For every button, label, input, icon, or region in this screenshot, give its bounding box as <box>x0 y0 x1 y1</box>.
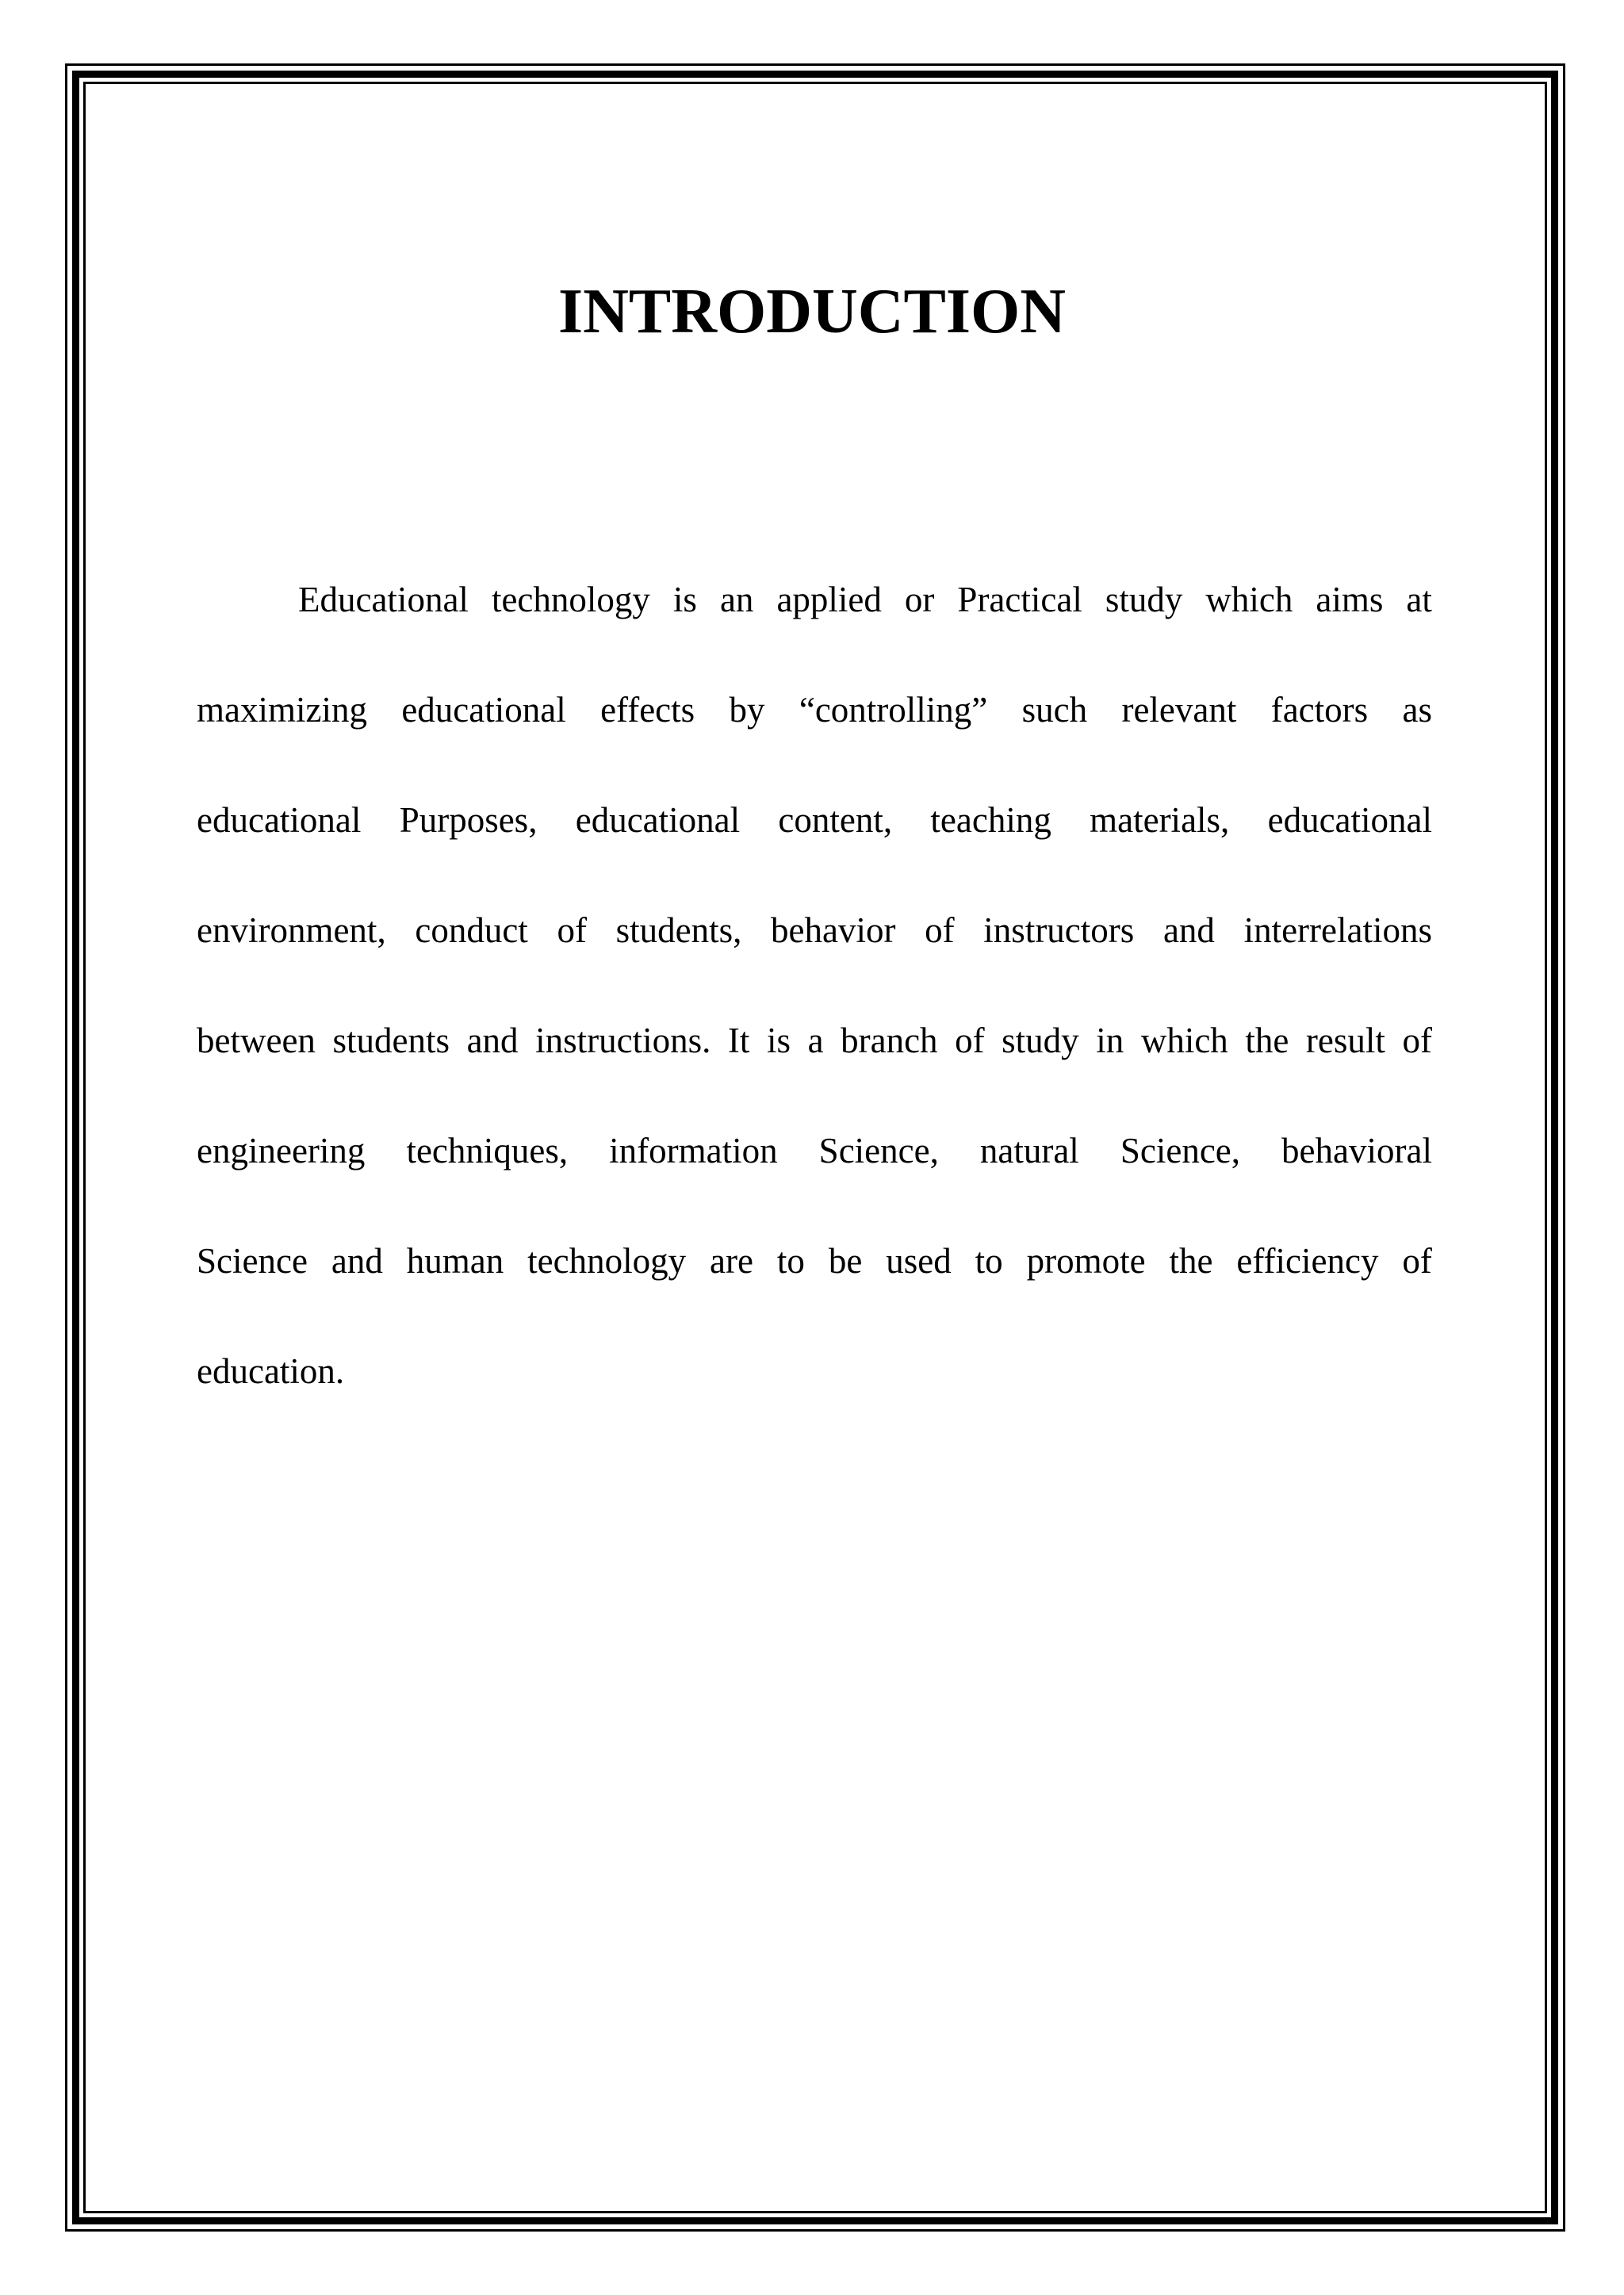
paragraph-line <box>197 1111 1432 1221</box>
introduction-paragraph <box>197 560 1432 1442</box>
paragraph-line <box>197 1331 1432 1442</box>
paragraph-word: environment, <box>197 910 386 950</box>
paragraph-word: which <box>1205 580 1293 619</box>
paragraph-word: promote <box>1026 1241 1146 1281</box>
paragraph-word: educational <box>575 800 741 840</box>
paragraph-word: be <box>828 1241 863 1281</box>
paragraph-word: education. <box>197 1351 345 1391</box>
paragraph-word: natural <box>979 1131 1079 1170</box>
paragraph-word: maximizing <box>197 690 367 730</box>
paragraph-word: interrelations <box>1243 910 1432 950</box>
paragraph-line <box>197 670 1432 780</box>
paragraph-word: and <box>466 1021 519 1060</box>
paragraph-word: at <box>1406 580 1432 619</box>
paragraph-word: Practical <box>957 580 1082 619</box>
paragraph-word: instructors <box>983 910 1135 950</box>
paragraph-word: materials, <box>1090 800 1230 840</box>
paragraph-word: of <box>1402 1241 1432 1281</box>
paragraph-word: Educational <box>298 580 469 619</box>
paragraph-line <box>197 1001 1432 1111</box>
paragraph-word: result <box>1305 1021 1385 1060</box>
paragraph-word: of <box>955 1021 985 1060</box>
paragraph-word: the <box>1169 1241 1213 1281</box>
paragraph-word: and <box>1162 910 1215 950</box>
paragraph-word: instructions. <box>535 1021 711 1060</box>
paragraph-word: is <box>672 580 697 619</box>
paragraph-word: students <box>332 1021 450 1060</box>
paragraph-word: It <box>727 1021 750 1060</box>
page-title: INTRODUCTION <box>557 277 1067 347</box>
paragraph-word: the <box>1245 1021 1289 1060</box>
paragraph-word: content, <box>778 800 893 840</box>
paragraph-word: of <box>925 910 955 950</box>
paragraph-word: “controlling” <box>799 690 988 730</box>
paragraph-word: Science <box>197 1241 308 1281</box>
paragraph-word: as <box>1402 690 1432 730</box>
paragraph-word: technology <box>527 1241 687 1281</box>
paragraph-line <box>197 780 1432 891</box>
paragraph-word: behavioral <box>1281 1131 1432 1170</box>
paragraph-word: a <box>807 1021 824 1060</box>
paragraph-word: behavior <box>771 910 896 950</box>
paragraph-word: study <box>1105 580 1183 619</box>
paragraph-word: educational <box>401 690 566 730</box>
paragraph-word: engineering <box>197 1131 366 1170</box>
paragraph-word: or <box>904 580 935 619</box>
paragraph-word: relevant <box>1121 690 1237 730</box>
paragraph-word: branch <box>841 1021 938 1060</box>
paragraph-word: students, <box>615 910 742 950</box>
paragraph-word: of <box>1402 1021 1432 1060</box>
paragraph-word: Science, <box>1120 1131 1241 1170</box>
paragraph-word: and <box>331 1241 383 1281</box>
paragraph-word: to <box>776 1241 805 1281</box>
paragraph-word: conduct <box>415 910 528 950</box>
paragraph-word: technology <box>491 580 650 619</box>
paragraph-word: of <box>557 910 587 950</box>
paragraph-word: applied <box>776 580 882 619</box>
paragraph-word: which <box>1140 1021 1228 1060</box>
paragraph-word: techniques, <box>406 1131 569 1170</box>
paragraph-line <box>197 891 1432 1001</box>
paragraph-word: aims <box>1316 580 1384 619</box>
paragraph-word: an <box>719 580 754 619</box>
paragraph-word: human <box>406 1241 504 1281</box>
paragraph-word: efficiency <box>1236 1241 1379 1281</box>
paragraph-word: educational <box>197 800 362 840</box>
paragraph-word: information <box>609 1131 778 1170</box>
paragraph-line <box>197 560 1432 670</box>
paragraph-line <box>197 1221 1432 1331</box>
paragraph-word: factors <box>1270 690 1369 730</box>
paragraph-word: teaching <box>930 800 1051 840</box>
paragraph-word: Science, <box>818 1131 939 1170</box>
paragraph-word: are <box>710 1241 753 1281</box>
paragraph-word: is <box>766 1021 791 1060</box>
paragraph-word: effects <box>600 690 695 730</box>
paragraph-word: by <box>729 690 765 730</box>
paragraph-word: educational <box>1267 800 1432 840</box>
paragraph-word: Purposes, <box>399 800 538 840</box>
paragraph-word: study <box>1002 1021 1079 1060</box>
paragraph-word: in <box>1096 1021 1124 1060</box>
paragraph-word: to <box>975 1241 1003 1281</box>
paragraph-word: such <box>1021 690 1088 730</box>
paragraph-word: used <box>886 1241 952 1281</box>
paragraph-word: between <box>197 1021 316 1060</box>
